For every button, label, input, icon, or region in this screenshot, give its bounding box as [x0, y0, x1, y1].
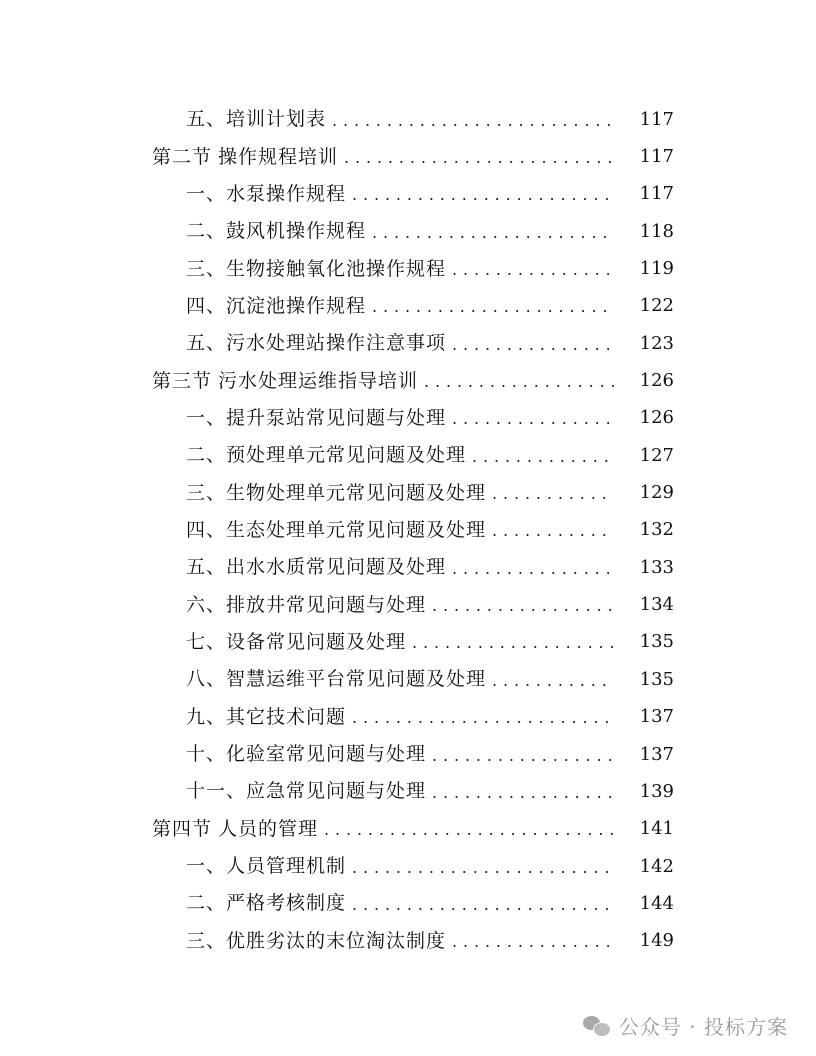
toc-entry-title: 生物接触氧化池操作规程	[226, 257, 447, 280]
toc-entry-page-number: 118	[639, 220, 674, 242]
dot-leader	[412, 635, 614, 651]
toc-entry-title: 人员的管理	[218, 817, 319, 840]
dot-leader	[352, 187, 614, 203]
dot-leader	[352, 710, 614, 726]
toc-entry-title: 智慧运维平台常见问题及处理	[226, 668, 487, 691]
dot-leader	[452, 934, 614, 950]
toc-entry-number: 十一、	[186, 780, 247, 803]
dot-leader	[332, 113, 614, 129]
toc-subsection-entry[interactable]	[0, 213, 816, 250]
toc-subsection-entry[interactable]	[0, 736, 816, 773]
dot-leader	[324, 822, 614, 838]
toc-entry-number: 四、	[186, 518, 227, 541]
dot-leader	[492, 486, 614, 502]
toc-entry-page-number: 119	[639, 258, 674, 280]
toc-subsection-entry[interactable]	[0, 325, 816, 362]
toc-subsection-entry[interactable]	[0, 586, 816, 623]
toc-entry-title: 人员管理机制	[226, 855, 347, 878]
toc-entry-page-number: 127	[639, 444, 674, 466]
toc-entry-page-number: 139	[639, 780, 674, 802]
toc-entry-number: 第四节	[152, 817, 213, 840]
toc-entry-page-number: 135	[639, 631, 674, 653]
toc-entry-number: 一、	[186, 406, 227, 429]
dot-leader	[344, 150, 614, 166]
dot-leader	[452, 262, 614, 278]
toc-entry-title: 出水水质常见问题及处理	[226, 556, 447, 579]
dot-leader	[432, 748, 614, 764]
toc-entry-number: 二、	[186, 444, 227, 467]
toc-entry-title: 生物处理单元常见问题及处理	[226, 481, 487, 504]
toc-entry-page-number: 137	[639, 743, 674, 765]
toc-entry-page-number: 129	[639, 482, 674, 504]
toc-entry-page-number: 122	[639, 295, 674, 317]
toc-entry-page-number: 117	[639, 146, 674, 168]
toc-subsection-entry[interactable]	[0, 400, 816, 437]
dot-leader	[352, 860, 614, 876]
toc-entry-page-number: 117	[639, 108, 674, 130]
toc-entry-title: 培训计划表	[226, 108, 327, 131]
watermark	[583, 1011, 788, 1040]
dot-leader	[492, 523, 614, 539]
toc-entry-page-number: 141	[639, 818, 674, 840]
toc-entry-title: 水泵操作规程	[226, 182, 347, 205]
toc-entry-number: 五、	[186, 556, 227, 579]
table-of-contents	[0, 101, 816, 960]
toc-entry-page-number: 117	[639, 183, 674, 205]
toc-entry-page-number: 144	[639, 892, 674, 914]
toc-subsection-entry[interactable]	[0, 923, 816, 960]
dot-leader	[492, 673, 614, 689]
toc-entry-page-number: 137	[639, 706, 674, 728]
toc-subsection-entry[interactable]	[0, 549, 816, 586]
toc-subsection-entry[interactable]	[0, 101, 816, 138]
toc-subsection-entry[interactable]	[0, 250, 816, 287]
toc-entry-number: 二、	[186, 220, 227, 243]
toc-entry-title: 鼓风机操作规程	[226, 220, 367, 243]
wechat-icon	[583, 1014, 611, 1038]
toc-entry-page-number: 149	[639, 930, 674, 952]
toc-entry-number: 二、	[186, 892, 227, 915]
toc-subsection-entry[interactable]	[0, 699, 816, 736]
toc-entry-title: 应急常见问题与处理	[246, 780, 427, 803]
toc-entry-number: 一、	[186, 182, 227, 205]
toc-section-entry[interactable]	[0, 362, 816, 399]
toc-entry-number: 八、	[186, 668, 227, 691]
toc-entry-number: 五、	[186, 332, 227, 355]
dot-leader	[472, 449, 614, 465]
toc-entry-page-number: 134	[639, 594, 674, 616]
toc-entry-page-number: 123	[639, 332, 674, 354]
toc-entry-title: 提升泵站常见问题与处理	[226, 406, 447, 429]
toc-subsection-entry[interactable]	[0, 624, 816, 661]
toc-entry-number: 三、	[186, 257, 227, 280]
dot-leader	[424, 374, 614, 390]
toc-entry-title: 预处理单元常见问题及处理	[226, 444, 467, 467]
toc-subsection-entry[interactable]	[0, 661, 816, 698]
toc-entry-number: 六、	[186, 593, 227, 616]
toc-entry-title: 污水处理站操作注意事项	[226, 332, 447, 355]
toc-entry-page-number: 126	[639, 370, 674, 392]
toc-entry-number: 三、	[186, 929, 227, 952]
toc-entry-title: 污水处理运维指导培训	[218, 369, 419, 392]
toc-subsection-entry[interactable]	[0, 512, 816, 549]
toc-entry-title: 化验室常见问题与处理	[226, 743, 427, 766]
toc-entry-number: 十、	[186, 743, 227, 766]
toc-entry-title: 生态处理单元常见问题及处理	[226, 518, 487, 541]
toc-entry-title: 排放井常见问题与处理	[226, 593, 427, 616]
toc-entry-number: 九、	[186, 705, 227, 728]
toc-entry-number: 第二节	[152, 145, 213, 168]
toc-entry-number: 四、	[186, 294, 227, 317]
toc-subsection-entry[interactable]	[0, 885, 816, 922]
toc-entry-title: 其它技术问题	[226, 705, 347, 728]
toc-entry-title: 严格考核制度	[226, 892, 347, 915]
dot-leader	[372, 225, 614, 241]
toc-entry-page-number: 126	[639, 407, 674, 429]
toc-subsection-entry[interactable]	[0, 848, 816, 885]
toc-entry-number: 一、	[186, 855, 227, 878]
watermark-text: 公众号 · 投标方案	[618, 1015, 788, 1039]
toc-entry-number: 三、	[186, 481, 227, 504]
dot-leader	[452, 561, 614, 577]
toc-subsection-entry[interactable]	[0, 176, 816, 213]
toc-entry-number: 第三节	[152, 369, 213, 392]
toc-entry-page-number: 142	[639, 855, 674, 877]
toc-section-entry[interactable]	[0, 811, 816, 848]
dot-leader	[432, 598, 614, 614]
toc-subsection-entry[interactable]	[0, 773, 816, 810]
toc-subsection-entry[interactable]	[0, 288, 816, 325]
toc-entry-page-number: 133	[639, 556, 674, 578]
toc-subsection-entry[interactable]	[0, 474, 816, 511]
toc-entry-number: 七、	[186, 630, 227, 653]
dot-leader	[452, 411, 614, 427]
toc-entry-title: 设备常见问题及处理	[226, 630, 407, 653]
toc-section-entry[interactable]	[0, 138, 816, 175]
dot-leader	[452, 337, 614, 353]
toc-subsection-entry[interactable]	[0, 437, 816, 474]
toc-entry-title: 沉淀池操作规程	[226, 294, 367, 317]
toc-entry-title: 操作规程培训	[218, 145, 339, 168]
toc-entry-page-number: 135	[639, 668, 674, 690]
dot-leader	[432, 785, 614, 801]
toc-entry-title: 优胜劣汰的末位淘汰制度	[226, 929, 447, 952]
dot-leader	[352, 897, 614, 913]
toc-entry-page-number: 132	[639, 519, 674, 541]
dot-leader	[372, 299, 614, 315]
toc-entry-number: 五、	[186, 108, 227, 131]
